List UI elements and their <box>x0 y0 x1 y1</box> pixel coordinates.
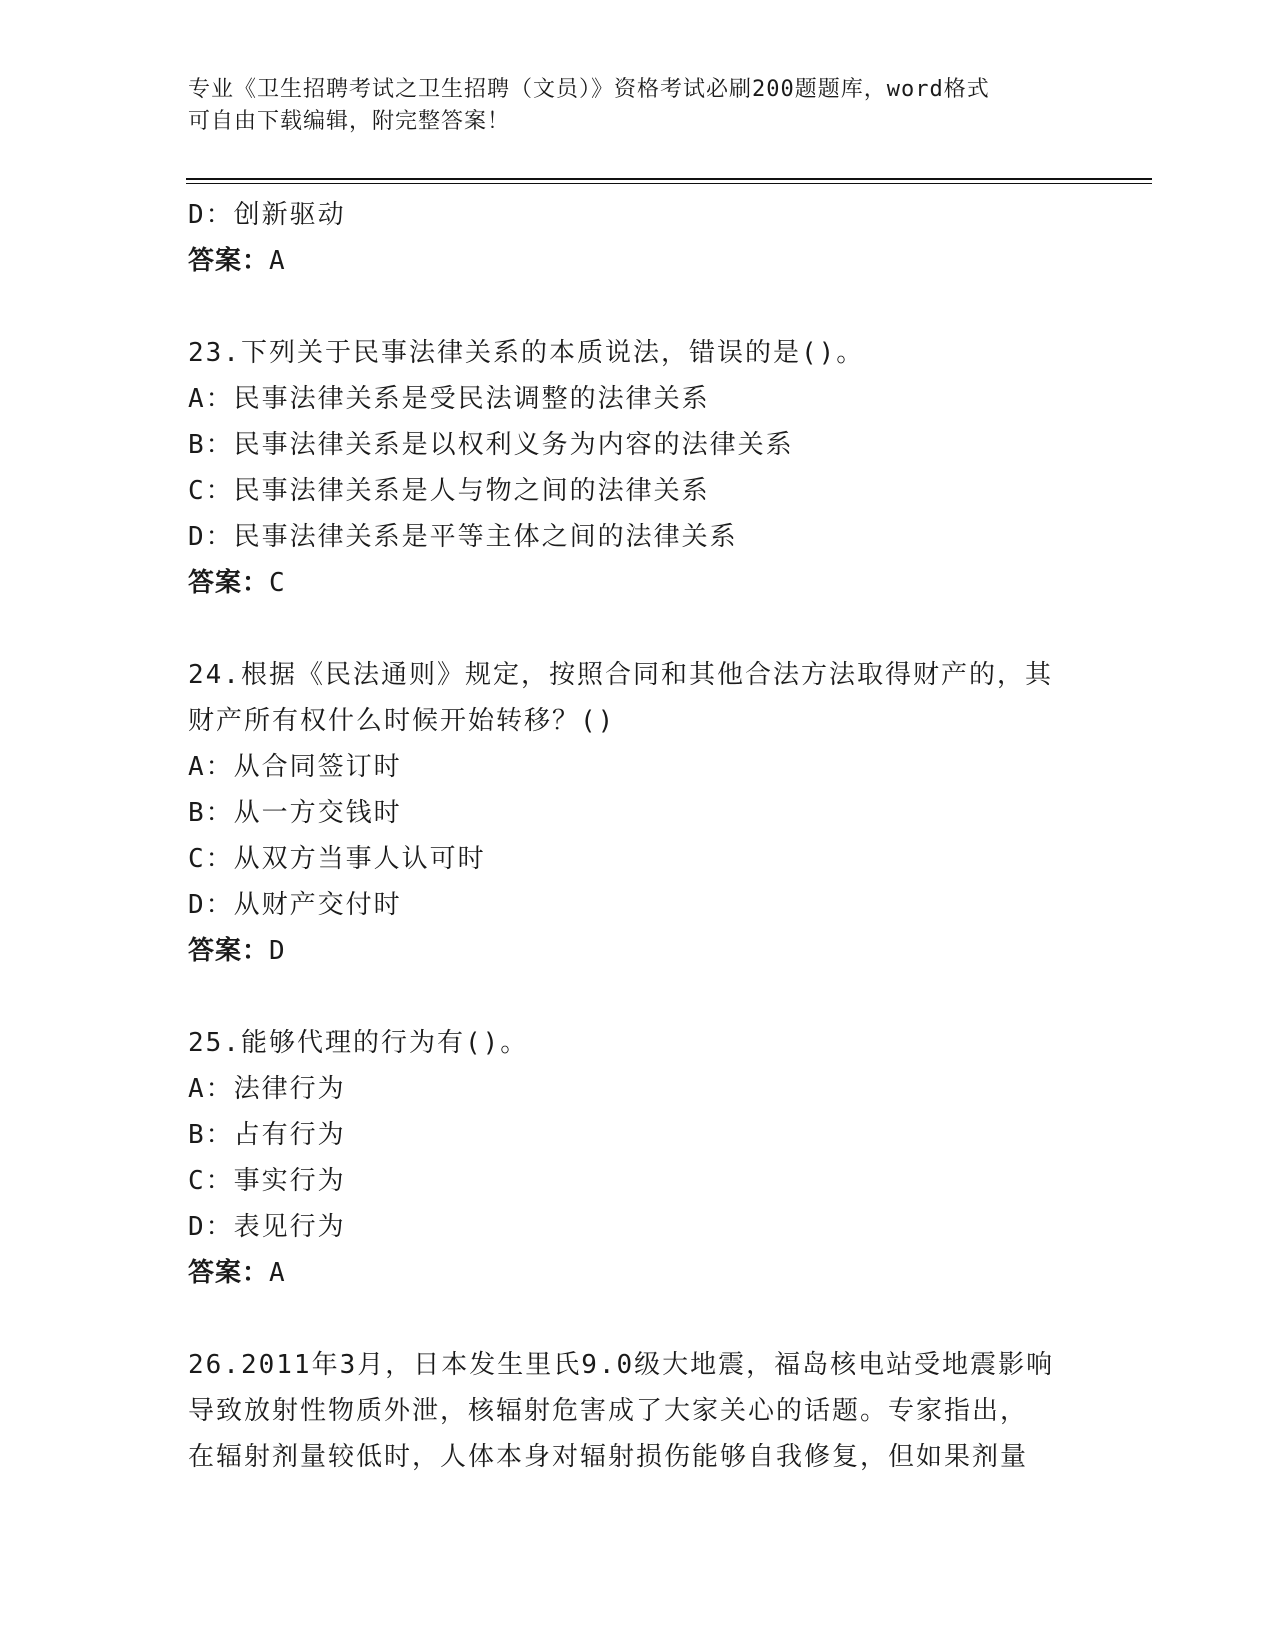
option-d: D：从财产交付时 <box>188 890 402 920</box>
question-text-line-1: 26.2011年3月，日本发生里氏9.0级大地震，福岛核电站受地震影响 <box>188 1350 1055 1380</box>
header-line-2: 可自由下载编辑，附完整答案！ <box>188 109 511 134</box>
option-a: A：民事法律关系是受民法调整的法律关系 <box>188 384 710 414</box>
question-text-line-2: 导致放射性物质外泄，核辐射危害成了大家关心的话题。专家指出， <box>188 1396 1029 1426</box>
question-text-line-3: 在辐射剂量较低时，人体本身对辐射损伤能够自我修复，但如果剂量 <box>188 1442 1029 1472</box>
option-a: A：从合同签订时 <box>188 752 402 782</box>
option-c: C：民事法律关系是人与物之间的法律关系 <box>188 476 710 506</box>
question-text-line-1: 24.根据《民法通则》规定，按照合同和其他合法方法取得财产的，其 <box>188 660 1053 690</box>
answer-label: 答案： <box>188 246 270 276</box>
option-c: C：事实行为 <box>188 1166 346 1196</box>
header-divider-thin <box>186 183 1152 184</box>
answer-value: A <box>269 1258 287 1288</box>
answer-line <box>188 238 1088 284</box>
question-text: 25.能够代理的行为有()。 <box>188 1028 529 1058</box>
spacer <box>188 974 1088 1020</box>
option-c: C：从双方当事人认可时 <box>188 844 486 874</box>
answer-value: D <box>269 936 287 966</box>
question-24 <box>188 652 1088 974</box>
question-23 <box>188 330 1088 606</box>
question-text: 23.下列关于民事法律关系的本质说法，错误的是()。 <box>188 338 865 368</box>
header-line-1: 专业《卫生招聘考试之卫生招聘（文员）》资格考试必刷200题题库，word格式 <box>188 77 990 102</box>
answer-label: 答案： <box>188 1258 270 1288</box>
answer-line <box>188 1250 1088 1296</box>
option-d: D：民事法律关系是平等主体之间的法律关系 <box>188 522 738 552</box>
answer-label: 答案： <box>188 568 270 598</box>
option-a: A：法律行为 <box>188 1074 346 1104</box>
spacer <box>188 1296 1088 1342</box>
option-d: D：表见行为 <box>188 1212 346 1242</box>
answer-label: 答案： <box>188 936 270 966</box>
option-b: B：占有行为 <box>188 1120 346 1150</box>
answer-line <box>188 928 1088 974</box>
header-divider-thick <box>186 178 1152 180</box>
spacer <box>188 284 1088 330</box>
answer-value: C <box>269 568 287 598</box>
document-header <box>188 74 1088 138</box>
question-25 <box>188 1020 1088 1296</box>
question-text-line-2: 财产所有权什么时候开始转移？() <box>188 706 616 736</box>
question-26 <box>188 1342 1088 1480</box>
option-b: B：从一方交钱时 <box>188 798 402 828</box>
option-b: B：民事法律关系是以权利义务为内容的法律关系 <box>188 430 794 460</box>
answer-value: A <box>269 246 287 276</box>
option-d: D：创新驱动 <box>188 200 346 230</box>
spacer <box>188 606 1088 652</box>
answer-line <box>188 560 1088 606</box>
document-body <box>188 192 1088 1480</box>
